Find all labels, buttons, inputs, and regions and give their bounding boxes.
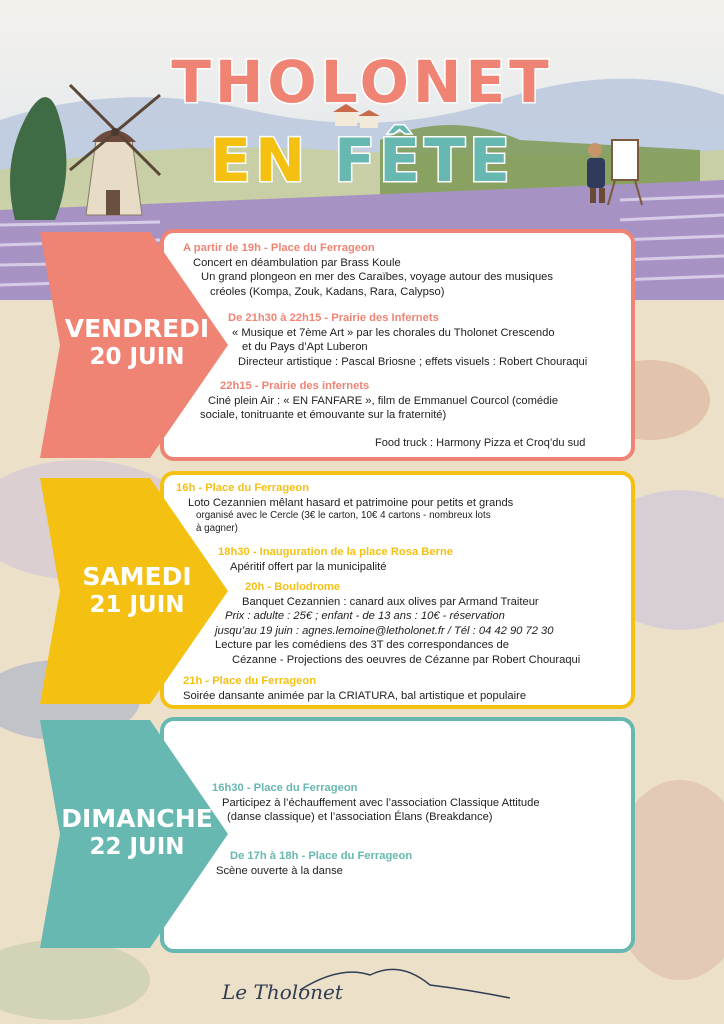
friday-event-3 (200, 379, 558, 423)
event-line: (danse classique) et l’association Élans (Breakdance) (227, 811, 493, 824)
event-line: jusqu’au 19 juin : agnes.lemoine@letholonet.fr / Tél : 04 42 90 72 30 (215, 624, 554, 637)
event-line: et du Pays d’Apt Luberon (242, 341, 368, 354)
tholonet-logo: Le Tholonet (222, 980, 343, 1004)
saturday-event-3 (215, 580, 580, 667)
event-heading: 22h15 - Prairie des infernets (220, 380, 370, 392)
event-line: Ciné plein Air : « EN FANFARE », film de Emmanuel Courcol (comédie (208, 394, 559, 407)
friday-event-2 (228, 311, 587, 369)
event-line: à gagner) (196, 522, 238, 534)
festival-title-line2 (0, 126, 724, 196)
saturday-day-name: SAMEDI (82, 562, 192, 591)
event-line: Participez à l’échauffement avec l’association Classique Attitude (222, 796, 540, 809)
event-heading: 18h30 - Inauguration de la place Rosa Berne (218, 546, 454, 558)
saturday-day-label (42, 563, 232, 618)
friday-event-1 (183, 241, 553, 299)
sunday-day-name: DIMANCHE (61, 804, 213, 833)
friday-food-truck: Food truck : Harmony Pizza et Croq’du sud (375, 437, 586, 449)
event-line: Lecture par les comédiens des 3T des correspondances de (215, 639, 509, 652)
event-line: Prix : adulte : 25€ ; enfant - de 13 ans : 10€ - réservation (225, 610, 505, 623)
saturday-event-4 (183, 674, 526, 703)
event-line: Apéritif offert par la municipalité (230, 560, 387, 573)
sunday-date: 22 JUIN (89, 833, 185, 860)
event-heading: De 17h à 18h - Place du Ferrageon (230, 850, 413, 862)
sunday-event-2 (216, 849, 412, 878)
event-line: « Musique et 7ème Art » par les chorales du Tholonet Crescendo (232, 326, 555, 339)
festival-title-line1: THOLONET (171, 48, 553, 116)
event-line: créoles (Kompa, Zouk, Kadans, Rara, Calypso) (210, 285, 445, 298)
event-line: Directeur artistique : Pascal Briosne ; effets visuels : Robert Chouraqui (238, 355, 588, 368)
sunday-event-1 (212, 781, 540, 825)
friday-day-name: VENDREDI (64, 314, 210, 343)
title-word-fete: FÊTE (334, 126, 514, 196)
saturday-event-2 (218, 545, 453, 574)
event-line: Un grand plongeon en mer des Caraïbes, voyage autour des musiques (201, 271, 554, 284)
event-heading: 20h - Boulodrome (245, 581, 341, 593)
event-line: Concert en déambulation par Brass Koule (193, 256, 401, 269)
event-line: Cézanne - Projections des oeuvres de Cézanne par Robert Chouraqui (232, 653, 581, 666)
saturday-date: 21 JUIN (89, 591, 185, 618)
event-line: Soirée dansante animée par la CRIATURA, bal artistique et populaire (183, 689, 527, 702)
title-word-en: EN (210, 126, 310, 196)
event-heading: A partir de 19h - Place du Ferrageon (183, 242, 375, 254)
friday-date: 20 JUIN (89, 343, 185, 370)
event-line: Scène ouverte à la danse (216, 864, 343, 877)
saturday-event-1 (176, 481, 513, 536)
event-line: sociale, tonitruante et émouvante sur la fraternité) (200, 409, 447, 422)
event-line: Loto Cezannien mêlant hasard et patrimoine pour petits et grands (188, 496, 514, 509)
event-line: organisé avec le Cercle (3€ le carton, 10€ 4 cartons - nombreux lots (196, 510, 491, 522)
event-heading: 21h - Place du Ferrageon (183, 675, 317, 687)
event-heading: 16h - Place du Ferrageon (176, 482, 310, 494)
event-heading: De 21h30 à 22h15 - Prairie des Infernets (228, 312, 439, 324)
sunday-day-label (42, 805, 232, 860)
event-heading: 16h30 - Place du Ferrageon (212, 782, 358, 794)
event-line: Banquet Cezannien : canard aux olives par Armand Traiteur (242, 595, 539, 608)
friday-day-label (42, 315, 232, 370)
